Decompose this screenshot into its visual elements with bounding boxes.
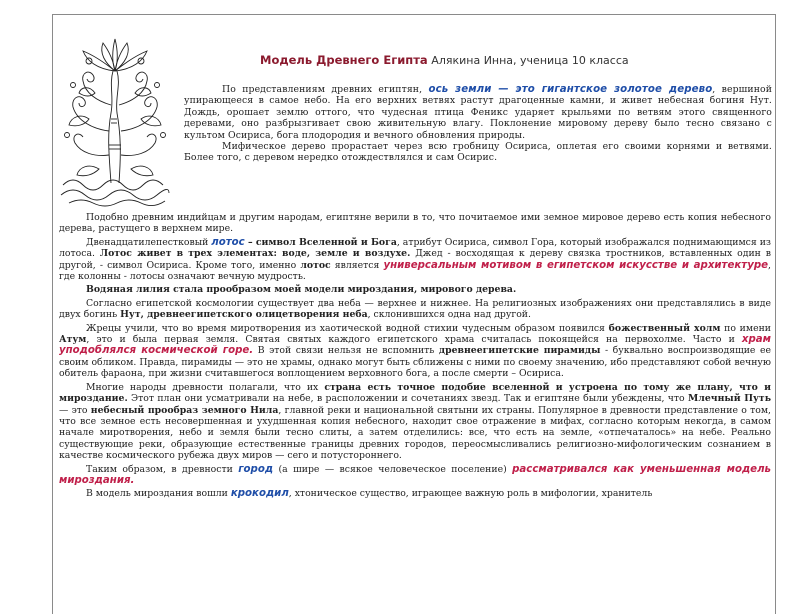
text: - буквально воспроизводящие ее своим обликом. Правда, пирамиды — это не храмы, однако могут быть сближены с ними по своему значению, ибо представляют собой вечную обитель фараона, при жизни считавшегося воплощением верховного бога, а после смерти – Осириса. [59, 345, 771, 380]
bold-text: лотос [300, 259, 331, 271]
text: Жрецы учили, что во время миротворения из хаотической водной стихии чудесным образом появился [86, 322, 609, 334]
bold-text: – символ Вселенной и Бога [244, 236, 397, 248]
title-main: Модель Древнего Египта [260, 53, 428, 67]
text: , где колонны - лотосы означают вечную мудрость. [59, 259, 772, 283]
title-author: Алякина Инна, ученица 10 класса [431, 54, 629, 67]
bold-text: Лотос живет в трех элементах: воде, земле и воздухе. [99, 248, 411, 260]
highlight-blue: город [238, 463, 274, 475]
text: , это и была первая земля. Святая святых каждого египетского храма считалась покоящейся на первохолме. Часто и [86, 334, 742, 346]
text: Джед - восходящая к дереву связка тростников, вставленных один в другой, - символ Осириса. Кроме того, именно [59, 248, 771, 271]
highlight-red: рассматривался как уменьшенная модель мироздания. [59, 463, 771, 486]
body-paragraph-3: Водяная лилия стала прообразом моей модели мироздания, мирового дерева. [86, 284, 517, 296]
body-paragraph-7 [59, 464, 771, 487]
bold-text: божественный холм [608, 322, 721, 334]
intro-paragraph-2: Мифическое дерево прорастает через всю гробницу Осириса, оплетая его своими корнями и ветвями. Более того, с деревом нередко отождествлялся и сам Осирис. [184, 141, 772, 164]
intro-paragraph-1 [184, 84, 772, 141]
text: , склонившихся одна над другой. [367, 309, 531, 321]
bold-text: страна есть точное подобие вселенной и устроена по тому же плану, что и мироздание. [59, 381, 771, 405]
text: Многие народы древности полагали, что их [86, 381, 325, 393]
body-paragraph-1: Подобно древним индийцам и другим народам, египтяне верили в то, что почитаемое ими земное мировое дерево есть копия небесного дерева, растущего в верхнем мире. [59, 212, 771, 235]
text: является [330, 259, 384, 271]
document-title [260, 53, 629, 67]
body-paragraph-4 [59, 298, 771, 321]
highlight-blue: лотос [211, 236, 245, 248]
lotus-tree-illustration [59, 35, 171, 207]
text: , вершиной упирающееся в самое небо. На его верхних ветвях растут драгоценные камни, и живет небесная богиня Нут. Дождь, орошает землю оттого, что чудесная птица Феникс ударяет крыльями по ветвям этого священного деревами, оно разбрызгивает свою живительную влагу. Поклонение мировому дереву было тесно связано с культом Осириса, бога плодородия и вечного обновления природы. [184, 84, 772, 141]
text: В модель мироздания вошли [86, 488, 231, 500]
bold-text: Атум [59, 334, 87, 346]
text: Согласно египетской космологии существует два неба — верхнее и нижнее. На религиозных изображениях они представлялись в виде двух богинь [59, 297, 771, 321]
text: по имени [720, 322, 772, 334]
text: Двенадцатилепестковый [86, 236, 212, 248]
highlight-blue: крокодил [230, 488, 289, 500]
text: Этот план они усматривали на небе, в расположении и сочетаниях звезд. Так и египтяне были убеждены, что [127, 393, 688, 405]
bold-text: древнеегипетские пирамиды [438, 345, 601, 357]
highlight-red: храм уподоблялся космической горе. [59, 334, 771, 357]
text: По представлениям древних египтян, [222, 84, 429, 95]
bold-text: Нут, древнеегипетского олицетворения неба [120, 309, 368, 321]
text: В этой связи нельзя не вспомнить [253, 345, 439, 357]
text: — это [59, 404, 91, 416]
text: , главной реки и национальной святыни их страны. Популярное в древности представление о том, что все земное есть несовершенная и ухудшенная копия небесного, находит свое отражение в мифах, согласно которым некогда, в самом начале миротворения, небо и земля были тесно слиты, а затем отделились: все, что есть на земле, «отпечаталось» на небе. Реально существующие реки, образующие естественные границы древних городов, переосмысливались религиозно-мифологическим сознанием в качестве космического рубежа двух миров — сего и потустороннего. [59, 404, 772, 462]
body-paragraph-2 [59, 237, 771, 283]
intro-section [184, 84, 772, 164]
body-section [59, 212, 771, 502]
text: , хтоническое существо, играющее важную роль в мифологии, хранитель [288, 488, 653, 500]
bold-text: небесный прообраз земного Нила [90, 404, 279, 416]
highlight-red: универсальным мотивом в египетском искусстве и архитектуре [383, 259, 769, 271]
text: Таким образом, в древности [86, 463, 239, 475]
body-paragraph-6 [59, 382, 771, 462]
bold-text: Млечный Путь [688, 393, 772, 405]
text: (а шире — всякое человеческое поселение) [273, 463, 513, 475]
text: , атрибут Осириса, символ Гора, который изображался поднимающимся из лотоса. [59, 236, 771, 260]
highlight-blue: ось земли — это гигантское золотое дерево [428, 84, 713, 95]
document-page [52, 14, 776, 614]
body-paragraph-5 [59, 323, 771, 380]
body-paragraph-8 [59, 488, 771, 499]
